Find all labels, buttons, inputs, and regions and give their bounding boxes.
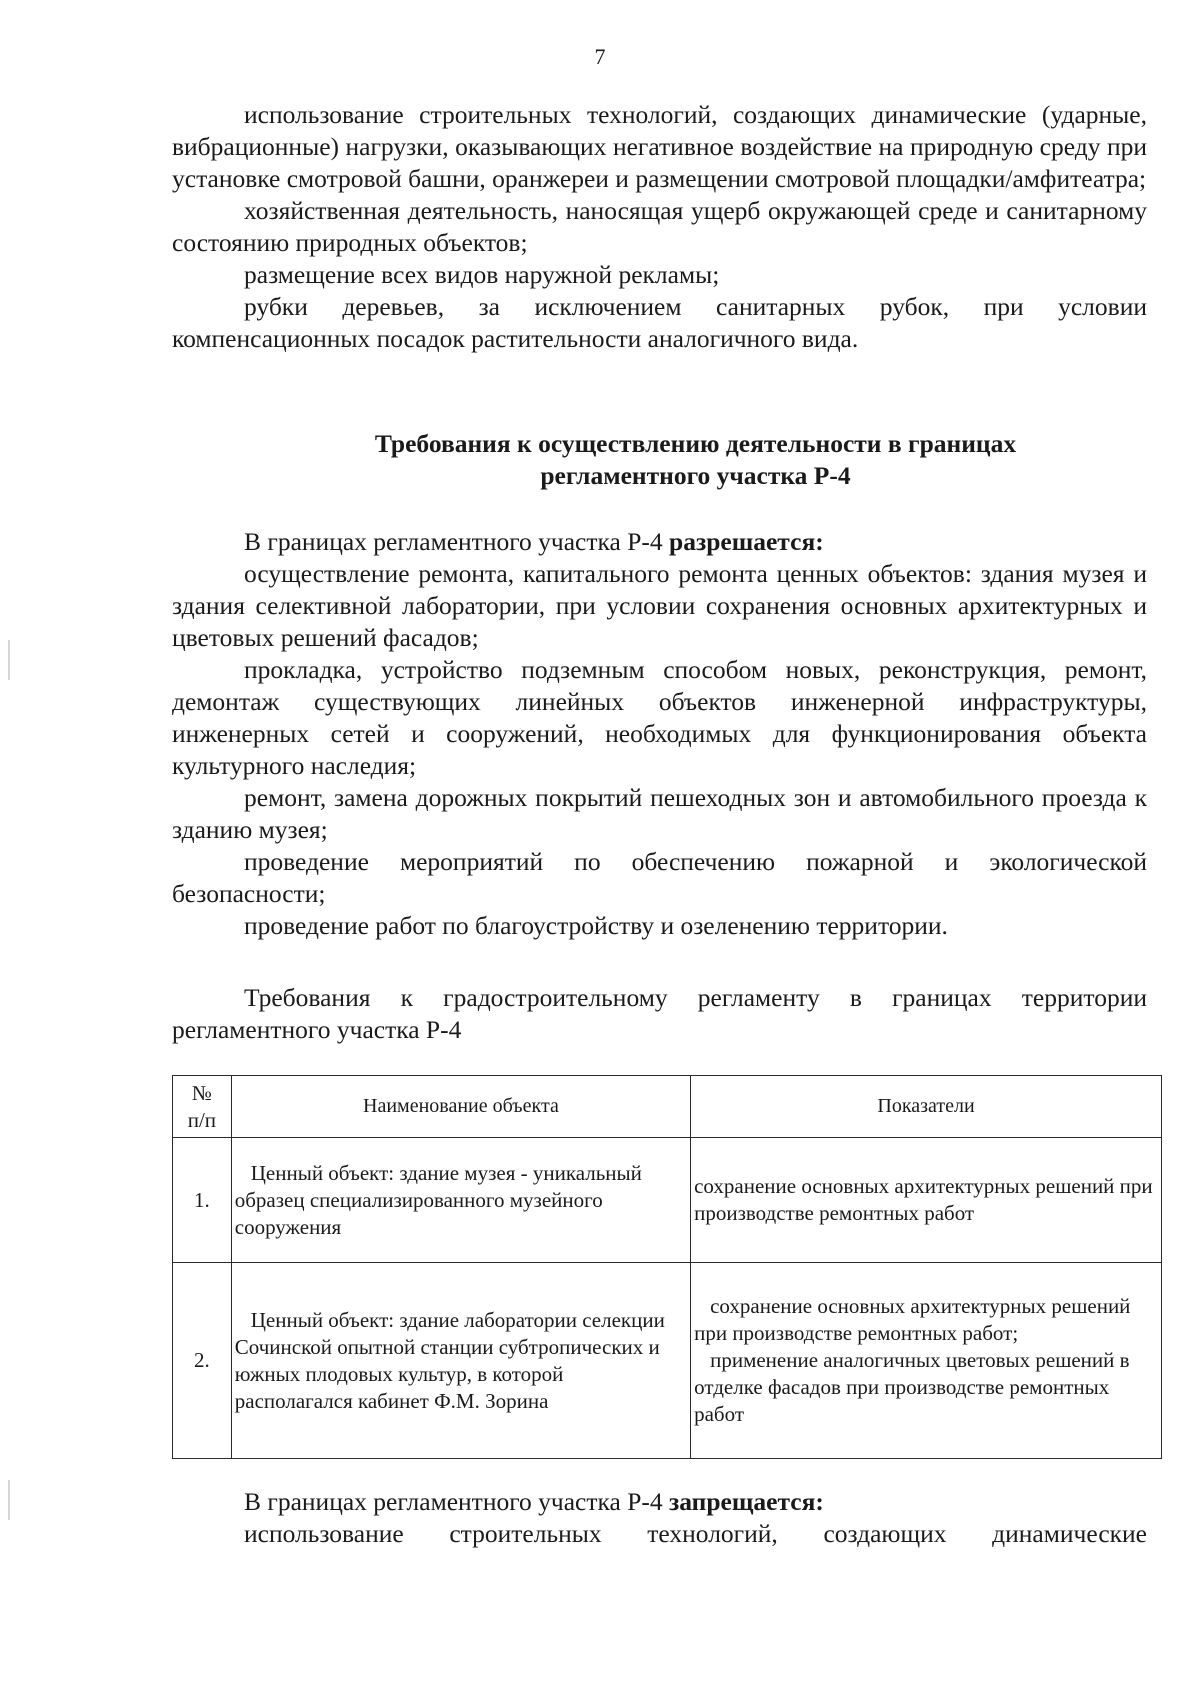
prohibited-section: [172, 1486, 1147, 1550]
allowed-item: проведение мероприятий по обеспечению пожарной и экологической безопасности;: [172, 847, 1147, 908]
table-header-row: [173, 1076, 1162, 1138]
prohibited-item: использование строительных технологий, создающих динамические: [244, 1519, 1147, 1548]
section-heading-line2: регламентного участка Р-4: [540, 461, 851, 490]
row-number: 1.: [173, 1138, 232, 1263]
row-indicators: [691, 1263, 1162, 1459]
page-number: 7: [594, 44, 606, 69]
allowed-item: проведение работ по благоустройству и озеленению территории.: [244, 911, 948, 940]
intro-paragraph: использование строительных технологий, создающих динамические (ударные, вибрационные) нагрузки, оказывающих негативное воздействие на природную среду при установке смотровой башни, оранжереи и размещении смотровой площадки/амфитеатра;: [172, 100, 1147, 193]
header-number-line1: №: [191, 1080, 212, 1105]
allowed-item: прокладка, устройство подземным способом новых, реконструкция, ремонт, демонтаж существующих линейных объектов инженерной инфраструктуры, инженерных сетей и сооружений, необходимых для функционирования объекта культурного наследия;: [172, 655, 1147, 780]
allowed-lead: [172, 526, 1147, 558]
header-object-name: Наименование объекта: [231, 1076, 690, 1138]
row-object-name-text: Ценный объект: здание музея - уникальный образец специализированного музейного сооружения: [234, 1160, 642, 1239]
row-indicators: [691, 1138, 1162, 1263]
allowed-item: осуществление ремонта, капитального ремонта ценных объектов: здания музея и здания селективной лаборатории, при условии сохранения основных архитектурных и цветовых решений фасадов;: [172, 559, 1147, 652]
table-row: [173, 1263, 1162, 1459]
table-row: [173, 1138, 1162, 1263]
allowed-lead-text: В границах регламентного участка Р-4: [244, 527, 670, 556]
allowed-item: ремонт, замена дорожных покрытий пешеходных зон и автомобильного проезда к зданию музея;: [172, 783, 1147, 844]
table-intro: Требования к градостроительному регламенту в границах территории регламентного участка Р-4: [172, 983, 1147, 1044]
section-heading-line1: Требования к осуществлению деятельности в границах: [374, 429, 1017, 458]
header-indicators: Показатели: [691, 1076, 1162, 1138]
allowed-lead-bold: разрешается:: [669, 527, 824, 556]
row-indicator-item: применение аналогичных цветовых решений в отделке фасадов при производстве ремонтных работ: [694, 1348, 1130, 1426]
row-indicator-list: [691, 1293, 1161, 1428]
section-heading: [172, 428, 1147, 492]
allowed-section: [172, 526, 1147, 942]
prohibited-lead-text: В границах регламентного участка Р-4: [244, 1487, 670, 1516]
row-object-name-text: Ценный объект: здание лаборатории селекции Сочинской опытной станции субтропических и южных плодовых культур, в которой располагался кабинет Ф.М. Зорина: [234, 1307, 665, 1413]
header-number: [173, 1076, 232, 1138]
row-object-name: [231, 1263, 690, 1459]
row-indicator-item: сохранение основных архитектурных решений при производстве ремонтных работ;: [694, 1294, 1131, 1345]
regulation-table: [172, 1075, 1162, 1459]
intro-paragraph: хозяйственная деятельность, наносящая ущерб окружающей среде и санитарному состоянию природных объектов;: [172, 196, 1147, 257]
intro-list: [172, 99, 1147, 355]
row-object-name: [231, 1138, 690, 1263]
table-intro-block: [172, 982, 1147, 1046]
intro-paragraph: размещение всех видов наружной рекламы;: [244, 260, 720, 289]
row-number: 2.: [173, 1263, 232, 1459]
prohibited-lead-bold: запрещается:: [669, 1487, 824, 1516]
row-indicator-item: сохранение основных архитектурных решений при производстве ремонтных работ: [694, 1174, 1153, 1225]
prohibited-lead: [172, 1486, 1147, 1518]
header-number-line2: п/п: [187, 1107, 217, 1132]
intro-paragraph: рубки деревьев, за исключением санитарных рубок, при условии компенсационных посадок растительности аналогичного вида.: [172, 292, 1147, 353]
